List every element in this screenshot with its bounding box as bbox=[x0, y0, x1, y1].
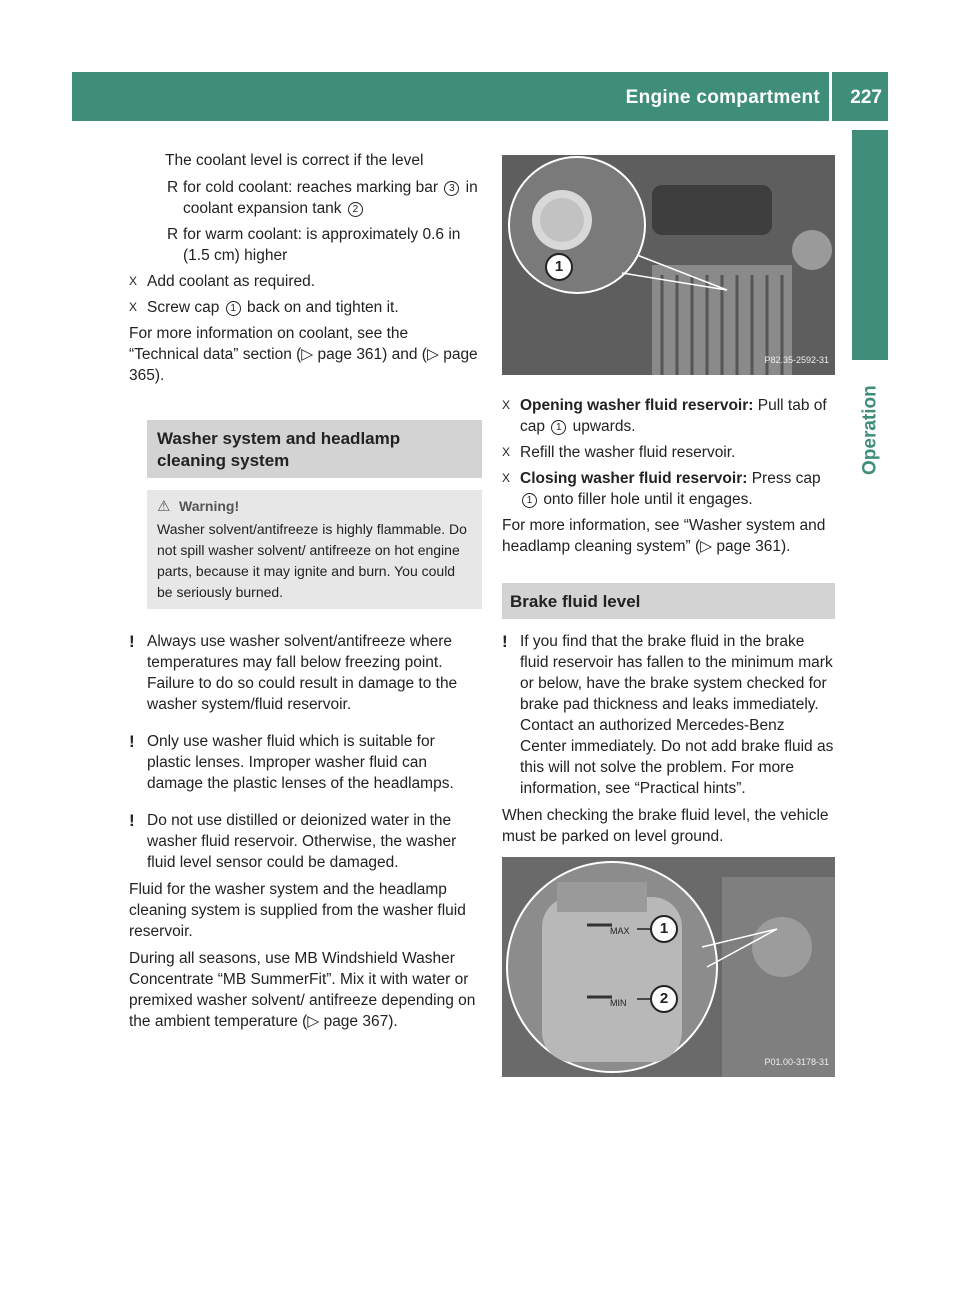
notice-icon: ! bbox=[129, 632, 135, 651]
header-divider bbox=[829, 72, 832, 121]
warning-title-text: Warning! bbox=[179, 498, 240, 514]
max-label: MAX bbox=[610, 926, 630, 936]
step-text: Refill the washer fluid reservoir. bbox=[520, 444, 736, 461]
section-heading: Washer system and headlamp cleaning system bbox=[147, 420, 482, 478]
notice bbox=[129, 731, 482, 794]
bullet-mark: R bbox=[167, 226, 179, 243]
right-column bbox=[502, 155, 835, 1091]
notice-text: If you find that the brake fluid in the brake fluid reservoir has fallen to the minimum mark or below, have the brake system checked for brake pad thickness and leaks immediately. Contact an authorized Mercedes-Benz Center immediately. Do not add brake fluid as this will not solve the problem. For more information, see “Practical hints”. bbox=[520, 633, 834, 797]
callout-number: 1 bbox=[522, 493, 537, 508]
page-number: 227 bbox=[850, 87, 882, 108]
step-mark: X bbox=[502, 398, 511, 412]
callout-number: 3 bbox=[444, 181, 459, 196]
step-text: Press cap bbox=[751, 470, 821, 487]
warning-icon: ⚠ bbox=[157, 498, 171, 515]
warning-box bbox=[147, 490, 482, 609]
callout-number: 1 bbox=[226, 301, 241, 316]
step-text: onto filler hole until it engages. bbox=[543, 491, 753, 508]
washer-more-info: For more information, see “Washer system and headlamp cleaning system” (▷ page 361). bbox=[502, 517, 826, 555]
callout-number: 1 bbox=[551, 420, 566, 435]
step-title: Opening washer fluid reservoir: bbox=[520, 397, 754, 414]
brake-reservoir-figure bbox=[502, 857, 835, 1077]
step-screw-cap bbox=[129, 297, 482, 318]
figure-code: P01.00-3178-31 bbox=[764, 1057, 829, 1067]
bullet-text: for cold coolant: reaches marking bar bbox=[183, 179, 439, 196]
notice-text: Only use washer fluid which is suitable for plastic lenses. Improper washer fluid can damage the plastic lenses of the headlamps. bbox=[147, 733, 454, 792]
step-text: upwards. bbox=[572, 418, 636, 435]
left-column bbox=[129, 150, 482, 1038]
step-text: back on and tighten it. bbox=[247, 299, 399, 316]
figure-callout: 1 bbox=[650, 915, 678, 943]
figure-callout: 2 bbox=[650, 985, 678, 1013]
step-mark: X bbox=[502, 445, 511, 459]
bullet-text: in coolant expansion tank bbox=[183, 179, 478, 217]
brake-fluid-para: When checking the brake fluid level, the vehicle must be parked on level ground. bbox=[502, 807, 829, 845]
step-mark: X bbox=[129, 300, 138, 314]
washer-fluid-para: Fluid for the washer system and the headlamp cleaning system is supplied from the washer fluid reservoir. bbox=[129, 881, 466, 940]
coolant-intro: The coolant level is correct if the level bbox=[165, 152, 424, 169]
bullet-mark: R bbox=[167, 179, 179, 196]
callout-number: 2 bbox=[348, 202, 363, 217]
section-heading: Brake fluid level bbox=[502, 583, 835, 619]
step-refill bbox=[502, 442, 835, 463]
warning-text: Washer solvent/antifreeze is highly flammable. Do not spill washer solvent/ antifreeze on hot engine parts, because it may ignite and burn. You could be seriously burned. bbox=[157, 521, 467, 600]
step-open-reservoir bbox=[502, 395, 835, 437]
section-title: Engine compartment bbox=[625, 87, 820, 108]
chapter-label: Operation bbox=[859, 385, 881, 475]
figure-code: P82.35-2592-31 bbox=[764, 355, 829, 365]
step-close-reservoir bbox=[502, 468, 835, 510]
chapter-tab bbox=[852, 130, 888, 360]
bullet-text: for warm coolant: is approximately 0.6 in (1.5 cm) higher bbox=[183, 226, 461, 264]
figure-callout: 1 bbox=[545, 253, 573, 281]
step-add-coolant bbox=[129, 271, 482, 292]
min-label: MIN bbox=[610, 998, 627, 1008]
step-mark: X bbox=[129, 274, 138, 288]
notice bbox=[502, 631, 835, 799]
page-header bbox=[72, 72, 888, 121]
notice-text: Always use washer solvent/antifreeze where temperatures may fall below freezing point. Failure to do so could result in damage to the washer system/fluid reservoir. bbox=[147, 633, 458, 713]
brake-reservoir-illustration bbox=[502, 857, 835, 1077]
step-title: Closing washer fluid reservoir: bbox=[520, 470, 748, 487]
step-text: Add coolant as required. bbox=[147, 273, 316, 290]
notice-icon: ! bbox=[129, 811, 135, 830]
washer-reservoir-figure bbox=[502, 155, 835, 375]
coolant-more-info: For more information on coolant, see the “Technical data” section (▷ page 361) and (▷ page 365). bbox=[129, 325, 478, 384]
bullet-cold bbox=[147, 177, 482, 219]
notice bbox=[129, 810, 482, 873]
notice bbox=[129, 631, 482, 715]
step-mark: X bbox=[502, 471, 511, 485]
warning-title bbox=[157, 496, 472, 517]
windshield-washer-para: During all seasons, use MB Windshield Washer Concentrate “MB SummerFit”. Mix it with water or premixed washer solvent/ antifreeze depending on the ambient temperature (▷ page 367). bbox=[129, 950, 476, 1030]
notice-icon: ! bbox=[129, 732, 135, 751]
step-text: Pull tab of cap bbox=[520, 397, 827, 435]
notice-icon: ! bbox=[502, 632, 508, 651]
step-text: Screw cap bbox=[147, 299, 220, 316]
notice-text: Do not use distilled or deionized water in the washer fluid reservoir. Otherwise, the washer fluid level sensor could be damaged. bbox=[147, 812, 457, 871]
bullet-warm bbox=[147, 224, 482, 266]
